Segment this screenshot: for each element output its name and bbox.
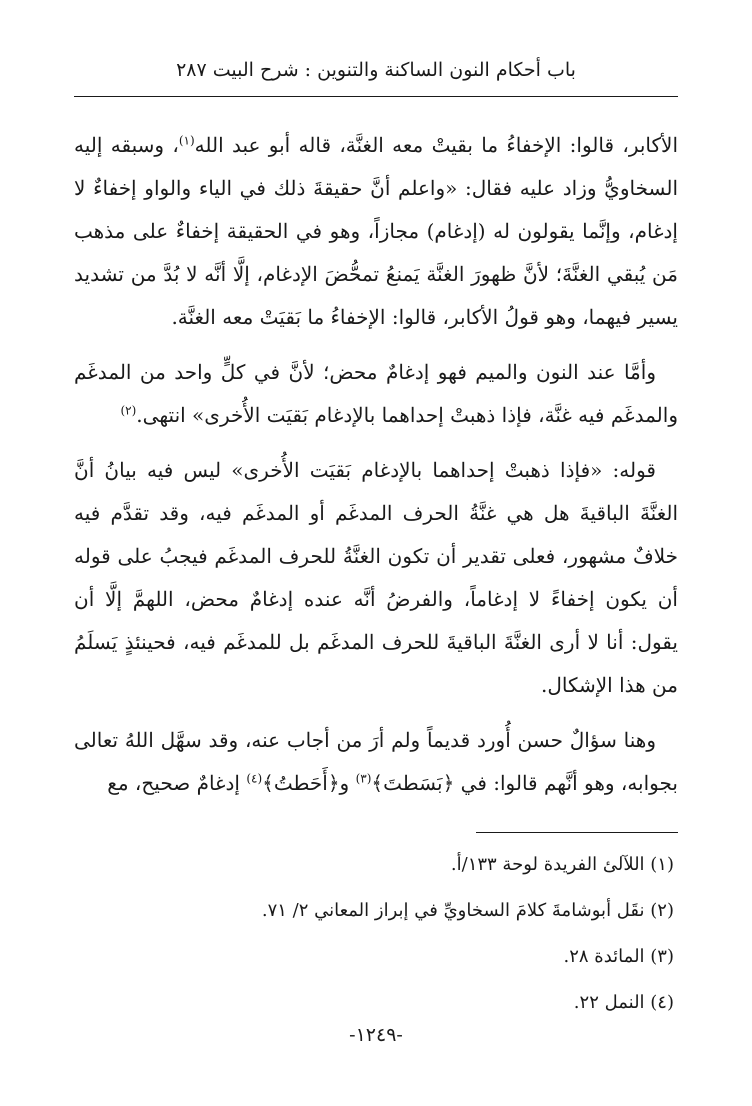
paragraph-text: ، وسبقه إليه السخاويُّ وزاد عليه فقال: «واعلم أنَّ حقيقةَ ذلك في الياء والواو إخفاءٌ لا إدغام، وإنَّما يقولون له (إدغام) مجازاً، وهو في الحقيقة إخفاءٌ على مذهب مَن يُبقي الغنَّةَ؛ لأنَّ ظهورَ الغنَّة يَمنعُ تمحُّضَ الإدغام، إلَّا أنَّه لا بُدَّ من تشديد يسير فيهما، وهو قولُ الأكابر، قالوا: الإخفاءُ ما بَقيَتْ معه الغنَّة. (74, 133, 678, 329)
footnote-marker[interactable]: (٣) (355, 771, 372, 786)
footnote-marker[interactable]: (٢) (120, 403, 137, 418)
footnote-marker[interactable]: (١) (178, 133, 195, 148)
paragraph (74, 124, 678, 339)
header-rule (74, 96, 678, 97)
paragraph-text: قوله: «فإذا ذهبتْ إحداهما بالإدغام بَقيَت الأُخرى» ليس فيه بيانُ أنَّ الغنَّةَ الباقيةَ هل هي غنَّةُ الحرف المدغَم أو المدغَم فيه، وقد تقدَّم فيه خلافٌ مشهور، فعلى تقدير أن تكون الغنَّةُ للحرف المدغَم فيجبُ على قوله أن يكون إخفاءً لا إدغاماً، والفرضُ أنَّه عنده إدغامٌ محض، اللهمَّ إلَّا أن يقول: أنا لا أرى الغنَّةَ الباقيةَ للحرف المدغَم بل للمدغَم فيه، فحينئذٍ يَسلَمُ من هذا الإشكال. (74, 458, 678, 697)
paragraph-text: وأمَّا عند النون والميم فهو إدغامٌ محض؛ لأنَّ في كلٍّ واحد من المدغَم والمدغَم فيه غنَّة، فإذا ذهبتْ إحداهما بالإدغام بَقيَت الأُخرى» انتهى. (74, 360, 678, 427)
paragraph-text: الأكابر، قالوا: الإخفاءُ ما بقيتْ معه الغنَّة، قاله أبو عبد الله (194, 133, 678, 157)
footnote: (١) اللآلئ الفريدة لوحة ١٣٣/أ. (450, 854, 674, 875)
footnote: (٢) نقَل أبوشامةَ كلامَ السخاويِّ في إبراز المعاني ٢/ ٧١. (261, 900, 674, 921)
paragraph (74, 719, 678, 805)
footnote-rule (476, 832, 678, 833)
page-number: -١٢٤٩- (349, 1024, 403, 1046)
footnote-marker[interactable]: (٤) (246, 771, 263, 786)
paragraph (74, 449, 678, 707)
footnote: (٣) المائدة ٢٨. (563, 946, 674, 967)
footnotes (74, 842, 674, 1026)
running-header: باب أحكام النون الساكنة والتنوين : شرح البيت ٢٨٧ (176, 59, 576, 81)
paragraph-text: إدغامٌ صحيح، مع (107, 771, 247, 795)
footnote: (٤) النمل ٢٢. (573, 992, 674, 1013)
paragraph-text: و﴿أَحَطتُ﴾ (262, 771, 356, 795)
main-text (74, 124, 678, 817)
paragraph (74, 351, 678, 437)
paragraph-text: وهنا سؤالٌ حسن أُورد قديماً ولم أرَ من أجاب عنه، وقد سهَّل اللهُ تعالى بجوابه، وهو أنَّهم قالوا: في ﴿بَسَطتَ﴾ (74, 728, 678, 795)
